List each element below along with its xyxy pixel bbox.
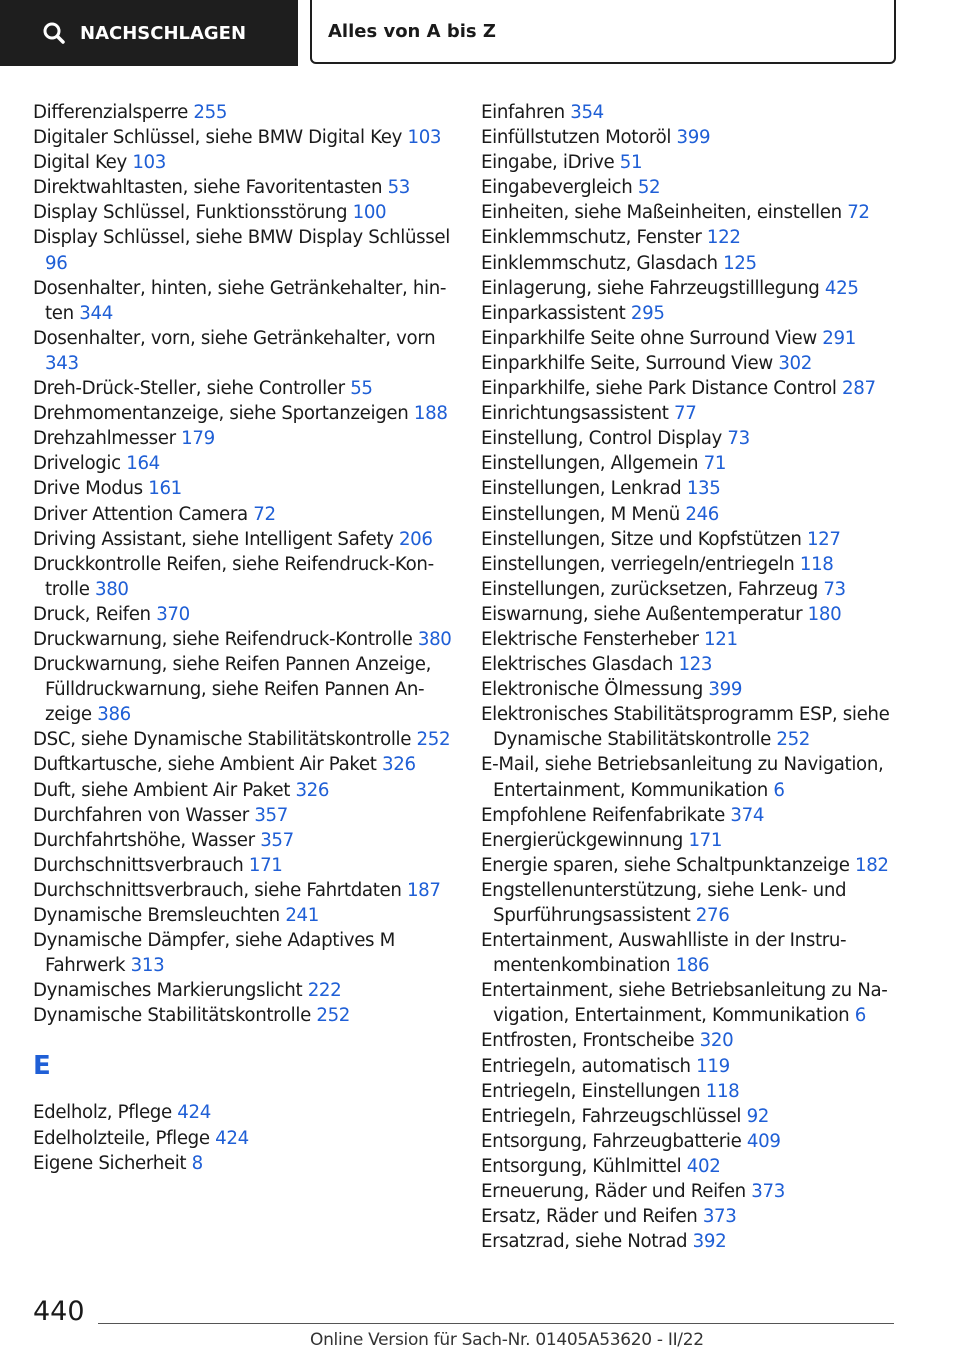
index-entry-page-link[interactable]: 252	[416, 729, 451, 751]
index-entry-term: Eingabe, iDrive	[481, 152, 615, 174]
index-entry	[481, 527, 901, 552]
index-entry-term: Display Schlüssel, Funktionsstörung	[33, 202, 348, 224]
index-entry-term: Einfüllstutzen Motoröl	[481, 127, 672, 149]
index-entry-page-link[interactable]: 96	[45, 252, 68, 274]
index-entry	[481, 1179, 901, 1204]
index-entry-page-link[interactable]: 373	[751, 1181, 785, 1203]
index-entry-page-link[interactable]: 182	[854, 854, 889, 876]
index-list-d	[33, 100, 453, 1028]
header-tabbar	[0, 0, 960, 66]
index-entry-page-link[interactable]: 276	[695, 905, 730, 926]
index-entry-page-link[interactable]: 222	[307, 980, 342, 1002]
index-entry-page-link[interactable]: 354	[570, 102, 604, 123]
index-entry-term: Einklemmschutz, Glasdach	[481, 252, 718, 274]
index-entry-page-link[interactable]: 171	[248, 854, 283, 876]
index-entry-page-link[interactable]: 164	[126, 453, 160, 475]
index-entry-term: Dynamische Dämpfer, siehe Adaptives M Fahrwerk	[33, 930, 395, 977]
online-version-note: Online Version für Sach-Nr. 01405A53620 - II/22	[310, 1330, 704, 1350]
index-entry-term: Durchfahrtshöhe, Wasser	[33, 829, 255, 851]
index-entry	[481, 100, 901, 125]
index-entry-term: Einheiten, siehe Maßeinheiten, einstellen	[481, 202, 842, 224]
index-entry-page-link[interactable]: 121	[704, 628, 738, 650]
index-entry-term: Einstellungen, zurücksetzen, Fahrzeug	[481, 578, 818, 600]
index-entry-page-link[interactable]: 357	[254, 804, 288, 826]
index-entry-term: Entriegeln, automatisch	[481, 1055, 691, 1077]
index-entry	[481, 752, 901, 802]
index-entry-term: Eiswarnung, siehe Außentemperatur	[481, 603, 803, 625]
index-entry-term: Entertainment, Auswahlliste in der Instrumentenkombination	[481, 930, 847, 977]
index-entry-page-link[interactable]: 326	[382, 754, 416, 776]
index-entry	[481, 426, 901, 451]
index-entry	[481, 1229, 901, 1254]
index-entry-page-link[interactable]: 302	[778, 352, 812, 374]
index-entry	[481, 652, 901, 677]
index-entry-term: Duft, siehe Ambient Air Paket	[33, 779, 291, 801]
index-entry-term: Einparkhilfe Seite, Surround View	[481, 352, 773, 374]
chapter-tab-label: Alles von A bis Z	[328, 20, 496, 42]
index-entry-term: Einstellungen, M Menü	[481, 503, 680, 525]
index-entry-term: Eingabevergleich	[481, 177, 633, 199]
index-entry	[33, 326, 453, 376]
index-entry-term: Einstellung, Control Display	[481, 428, 722, 450]
index-entry	[481, 1028, 901, 1053]
index-entry	[481, 326, 901, 351]
index-entry-page-link[interactable]: 252	[776, 729, 811, 751]
index-entry	[33, 727, 453, 752]
index-entry	[481, 225, 901, 250]
index-entry-term: Einrichtungsassistent	[481, 403, 669, 425]
index-entry-page-link[interactable]: 380	[94, 578, 129, 600]
index-entry-page-link[interactable]: 370	[156, 603, 190, 625]
index-entry-page-link[interactable]: 343	[45, 352, 79, 374]
index-entry-page-link[interactable]: 53	[387, 177, 411, 199]
index-entry-term: Display Schlüssel, siehe BMW Display Schlüssel	[33, 227, 450, 249]
index-entry-page-link[interactable]: 255	[193, 102, 228, 123]
index-entry-term: Einparkhilfe, siehe Park Distance Control	[481, 378, 837, 400]
index-entry	[481, 1129, 901, 1154]
index-entry	[33, 476, 453, 501]
index-entry-page-link[interactable]: 252	[316, 1005, 351, 1027]
index-entry	[33, 1100, 453, 1125]
index-entry	[481, 928, 901, 978]
index-entry-page-link[interactable]: 8	[191, 1152, 203, 1174]
index-entry	[481, 1104, 901, 1129]
index-entry	[33, 1126, 453, 1151]
index-entry-page-link[interactable]: 295	[630, 302, 665, 324]
index-entry	[481, 175, 901, 200]
index-entry-term: Elektronisches Stabilitätsprogramm ESP, siehe Dynamische Stabilitätskontrolle	[481, 704, 890, 751]
index-entry-term: Dosenhalter, hinten, siehe Getränkehalter, hinten	[33, 277, 447, 324]
index-entry-term: E-Mail, siehe Betriebsanleitung zu Navigation, Entertainment, Kommunikation	[481, 754, 884, 801]
index-entry-term: Druck, Reifen	[33, 603, 151, 625]
index-entry	[33, 276, 453, 326]
index-entry-page-link[interactable]: 287	[842, 378, 876, 400]
index-entry-term: Entsorgung, Fahrzeugbatterie	[481, 1130, 742, 1152]
search-tab[interactable]	[0, 0, 298, 66]
index-entry-page-link[interactable]: 52	[637, 177, 661, 199]
index-entry-page-link[interactable]: 51	[619, 152, 643, 174]
index-entry	[33, 376, 453, 401]
index-entry-page-link[interactable]: 103	[407, 127, 442, 149]
index-entry-page-link[interactable]: 127	[806, 528, 841, 550]
index-entry-term: Einstellungen, Allgemein	[481, 453, 699, 475]
index-entry	[481, 251, 901, 276]
index-entry-page-link[interactable]: 135	[686, 478, 721, 500]
index-entry	[481, 1154, 901, 1179]
index-entry	[481, 853, 901, 878]
index-entry	[33, 978, 453, 1003]
index-entry-term: Digitaler Schlüssel, siehe BMW Digital Key	[33, 127, 403, 149]
index-entry-page-link[interactable]: 171	[688, 829, 723, 851]
index-entry-page-link[interactable]: 100	[352, 202, 387, 224]
index-entry-page-link[interactable]: 344	[79, 302, 113, 324]
index-entry-term: Empfohlene Reifenfabrikate	[481, 804, 725, 826]
index-entry	[33, 100, 453, 125]
index-entry	[33, 552, 453, 602]
index-entry-term: Duftkartusche, siehe Ambient Air Paket	[33, 754, 377, 776]
index-entry-term: Elektrische Fensterheber	[481, 628, 699, 650]
index-entry	[481, 502, 901, 527]
index-entry-term: Dreh-Drück-Steller, siehe Controller	[33, 378, 345, 400]
index-entry	[481, 351, 901, 376]
index-entry-page-link[interactable]: 186	[675, 955, 710, 977]
index-entry	[481, 1079, 901, 1104]
index-entry	[33, 853, 453, 878]
index-column-left	[33, 100, 453, 1176]
index-entry-term: Druckwarnung, siehe Reifendruck-Kontrolle	[33, 628, 413, 650]
index-entry-term: Einfahren	[481, 102, 565, 123]
index-entry	[33, 928, 453, 978]
index-entry-page-link[interactable]: 161	[148, 478, 182, 500]
index-entry	[33, 175, 453, 200]
index-entry-term: Erneuerung, Räder und Reifen	[481, 1181, 746, 1203]
index-entry-term: Dynamisches Markierungslicht	[33, 980, 303, 1002]
search-tab-label: NACHSCHLAGEN	[80, 22, 247, 44]
index-entry-term: Driving Assistant, siehe Intelligent Safety	[33, 528, 394, 550]
index-entry-page-link[interactable]: 180	[807, 603, 842, 625]
index-entry	[481, 401, 901, 426]
index-entry	[33, 903, 453, 928]
index-entry	[481, 200, 901, 225]
index-entry	[481, 702, 901, 752]
index-entry-term: Einklemmschutz, Fenster	[481, 227, 702, 249]
section-letter: E	[33, 1051, 51, 1082]
index-entry	[33, 502, 453, 527]
index-entry-term: Druckkontrolle Reifen, siehe Reifendruck-Kontrolle	[33, 553, 435, 600]
index-entry-term: Ersatzrad, siehe Notrad	[481, 1231, 688, 1253]
index-entry-term: Einparkhilfe Seite ohne Surround View	[481, 327, 817, 349]
index-entry-term: Ersatz, Räder und Reifen	[481, 1206, 698, 1228]
index-entry	[33, 150, 453, 175]
index-entry-page-link[interactable]: 103	[132, 152, 166, 174]
index-entry-page-link[interactable]: 6	[854, 1005, 866, 1027]
index-entry-page-link[interactable]: 402	[686, 1155, 721, 1177]
index-entry-page-link[interactable]: 125	[723, 252, 757, 274]
index-entry-page-link[interactable]: 313	[130, 955, 165, 977]
index-entry-page-link[interactable]: 399	[676, 127, 711, 149]
index-entry-page-link[interactable]: 425	[824, 277, 859, 299]
index-list-e	[33, 1100, 453, 1175]
index-entry-page-link[interactable]: 72	[253, 503, 276, 525]
index-entry-page-link[interactable]: 291	[822, 327, 856, 349]
index-column-right	[481, 100, 901, 1254]
index-entry-page-link[interactable]: 380	[417, 628, 452, 650]
index-entry-term: Einparkassistent	[481, 302, 626, 324]
footer-divider	[98, 1323, 894, 1324]
index-entry-page-link[interactable]: 424	[177, 1102, 211, 1124]
index-entry-page-link[interactable]: 357	[260, 829, 294, 851]
index-entry-term: Eigene Sicherheit	[33, 1152, 187, 1174]
index-entry-term: DSC, siehe Dynamische Stabilitätskontrolle	[33, 729, 412, 751]
index-entry	[33, 752, 453, 777]
search-icon	[42, 21, 66, 45]
index-entry-page-link[interactable]: 386	[97, 704, 131, 726]
index-entry-term: Entfrosten, Frontscheibe	[481, 1030, 695, 1052]
index-entry-page-link[interactable]: 123	[678, 654, 713, 676]
index-entry-term: Drehzahlmesser	[33, 428, 176, 450]
chapter-tab[interactable]	[310, 0, 896, 64]
index-entry-term: Digital Key	[33, 152, 127, 174]
index-entry-page-link[interactable]: 188	[413, 403, 448, 425]
index-entry-page-link[interactable]: 92	[746, 1105, 770, 1127]
index-entry-term: Einstellungen, verriegeln/entriegeln	[481, 553, 795, 575]
index-entry-page-link[interactable]: 118	[705, 1080, 740, 1102]
index-entry	[481, 1054, 901, 1079]
index-entry	[33, 803, 453, 828]
index-entry	[33, 200, 453, 225]
index-entry-page-link[interactable]: 399	[708, 679, 743, 701]
index-entry-term: Durchfahren von Wasser	[33, 804, 249, 826]
index-entry-page-link[interactable]: 73	[823, 578, 846, 600]
index-entry	[33, 401, 453, 426]
index-entry-page-link[interactable]: 122	[706, 227, 741, 249]
index-entry-page-link[interactable]: 246	[685, 503, 720, 525]
index-entry-term: Drive Modus	[33, 478, 143, 500]
index-entry-term: Entertainment, siehe Betriebsanleitung zu Navigation, Entertainment, Kommunikation	[481, 980, 888, 1027]
index-entry	[33, 627, 453, 652]
index-entry	[481, 828, 901, 853]
index-entry-page-link[interactable]: 73	[727, 428, 750, 450]
index-entry-term: Energie sparen, siehe Schaltpunktanzeige	[481, 854, 850, 876]
index-entry	[481, 301, 901, 326]
index-entry-page-link[interactable]: 77	[674, 403, 697, 425]
index-entry-page-link[interactable]: 320	[699, 1030, 734, 1052]
index-entry	[33, 878, 453, 903]
index-entry	[33, 527, 453, 552]
index-entry-page-link[interactable]: 326	[295, 779, 330, 801]
index-entry	[33, 1151, 453, 1176]
index-entry-page-link[interactable]: 409	[746, 1130, 781, 1152]
index-entry-term: Einstellungen, Sitze und Kopfstützen	[481, 528, 802, 550]
index-entry-term: Driver Attention Camera	[33, 503, 248, 525]
index-entry	[33, 1003, 453, 1028]
index-entry-page-link[interactable]: 424	[215, 1127, 249, 1149]
index-entry	[33, 602, 453, 627]
index-entry	[481, 150, 901, 175]
index-entry	[481, 803, 901, 828]
index-entry	[33, 828, 453, 853]
index-entry	[33, 225, 453, 275]
index-entry-term: Dynamische Bremsleuchten	[33, 905, 280, 926]
index-entry-page-link[interactable]: 206	[398, 528, 433, 550]
index-entry-term: Edelholz, Pflege	[33, 1102, 172, 1124]
index-entry-page-link[interactable]: 392	[692, 1231, 727, 1253]
index-entry	[481, 451, 901, 476]
index-entry-page-link[interactable]: 118	[799, 553, 834, 575]
index-entry-page-link[interactable]: 373	[702, 1206, 737, 1228]
index-entry	[481, 125, 901, 150]
index-entry-page-link[interactable]: 6	[773, 779, 785, 801]
index-list-e-continued	[481, 100, 901, 1254]
index-entry-term: Engstellenunterstützung, siehe Lenk- und Spurführungsassistent	[481, 879, 847, 926]
index-entry	[481, 577, 901, 602]
index-entry	[33, 451, 453, 476]
index-entry	[481, 1204, 901, 1229]
index-entry-page-link[interactable]: 187	[406, 879, 441, 901]
index-entry-page-link[interactable]: 71	[703, 453, 727, 475]
index-entry	[481, 602, 901, 627]
index-entry-term: Dosenhalter, vorn, siehe Getränkehalter, vorn	[33, 327, 436, 349]
index-entry-page-link[interactable]: 374	[730, 804, 765, 826]
page-number: 440	[33, 1296, 85, 1327]
index-entry-term: Durchschnittsverbrauch, siehe Fahrtdaten	[33, 879, 402, 901]
index-entry-term: Einstellungen, Lenkrad	[481, 478, 682, 500]
index-entry-term: Energierückgewinnung	[481, 829, 684, 851]
index-entry	[481, 627, 901, 652]
index-entry-term: Direktwahltasten, siehe Favoritentasten	[33, 177, 383, 199]
index-entry-page-link[interactable]: 241	[285, 905, 319, 926]
index-entry	[481, 552, 901, 577]
index-entry	[481, 476, 901, 501]
index-entry	[33, 778, 453, 803]
index-entry	[481, 276, 901, 301]
index-entry-term: Entsorgung, Kühlmittel	[481, 1155, 682, 1177]
index-entry-term: Entriegeln, Einstellungen	[481, 1080, 701, 1102]
index-entry	[481, 376, 901, 401]
index-entry-term: Durchschnittsverbrauch	[33, 854, 244, 876]
index-entry-term: Elektrisches Glasdach	[481, 654, 674, 676]
index-entry	[481, 878, 901, 928]
index-entry	[33, 652, 453, 727]
index-entry-page-link[interactable]: 119	[696, 1055, 730, 1077]
index-entry-page-link[interactable]: 179	[181, 428, 215, 450]
index-entry-term: Edelholzteile, Pflege	[33, 1127, 210, 1149]
index-entry-term: Entriegeln, Fahrzeugschlüssel	[481, 1105, 742, 1127]
index-entry-term: Druckwarnung, siehe Reifen Pannen Anzeige, Fülldruckwarnung, siehe Reifen Pannen Anzeige	[33, 654, 432, 726]
index-entry	[33, 426, 453, 451]
index-entry	[33, 125, 453, 150]
index-entry-term: Einlagerung, siehe Fahrzeugstilllegung	[481, 277, 820, 299]
index-entry-term: Differenzialsperre	[33, 102, 188, 123]
index-entry	[481, 978, 901, 1028]
index-entry-term: Drivelogic	[33, 453, 121, 475]
index-entry-term: Dynamische Stabilitätskontrolle	[33, 1005, 311, 1027]
index-entry-page-link[interactable]: 72	[847, 202, 870, 224]
index-entry	[481, 677, 901, 702]
index-entry-term: Elektronische Ölmessung	[481, 679, 703, 701]
index-entry-page-link[interactable]: 55	[350, 378, 373, 400]
index-entry-term: Drehmomentanzeige, siehe Sportanzeigen	[33, 403, 409, 425]
